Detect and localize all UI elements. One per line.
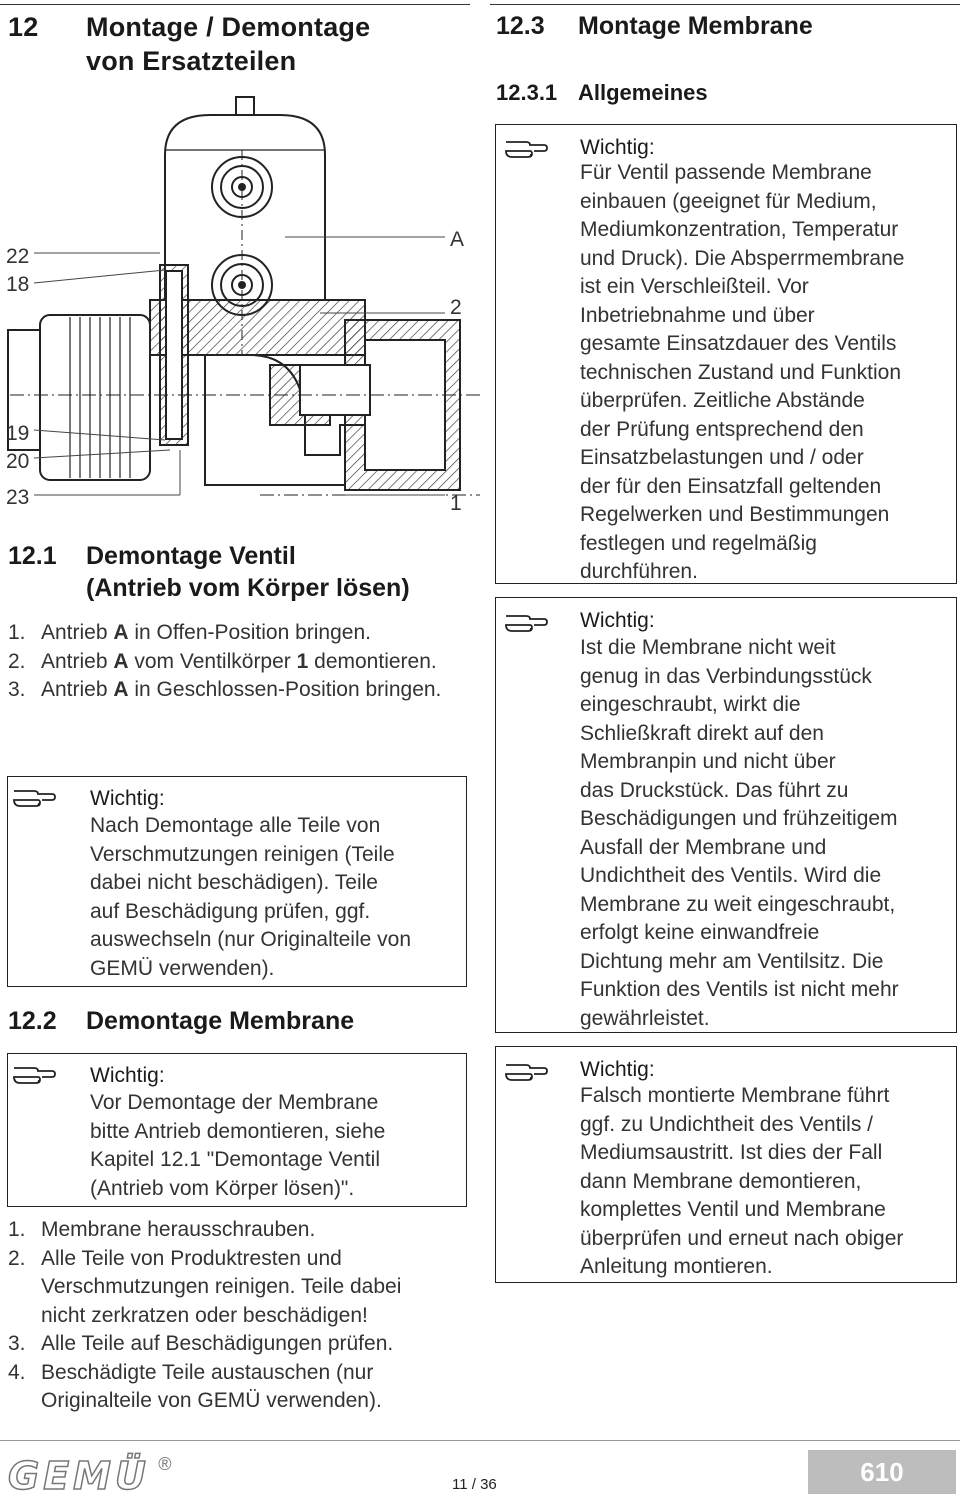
- step-text: Beschädigte Teile austauschen (nur: [41, 1360, 374, 1384]
- figure-label-A: A: [450, 228, 465, 251]
- note-text: [90, 812, 411, 983]
- note-line: bitte Antrieb demontieren, siehe: [90, 1119, 386, 1143]
- step-text: Antrieb: [41, 678, 114, 701]
- figure-label-19: 19: [6, 422, 30, 445]
- figure-label-2: 2: [450, 296, 462, 319]
- section-number: 12: [8, 12, 39, 42]
- registered-mark: ®: [158, 1454, 172, 1474]
- step-number: 2.: [8, 649, 26, 673]
- list-item: [8, 619, 458, 648]
- steps-list-2: [8, 1216, 468, 1416]
- note-line: ist ein Verschleißteil. Vor: [580, 275, 809, 298]
- note-box-2: [7, 1053, 467, 1207]
- note-line: erfolgt keine einwandfreie: [580, 921, 820, 944]
- steps-list-1: [8, 619, 458, 705]
- note-line: auswechseln (nur Originalteile von: [90, 928, 411, 951]
- subsection-number: 12.3: [496, 12, 545, 40]
- figure-label-22: 22: [6, 245, 30, 268]
- step-number: 1.: [8, 621, 26, 644]
- note-line: genug in das Verbindungsstück: [580, 664, 872, 688]
- note-line: Inbetriebnahme und über: [580, 303, 815, 327]
- step-text: demontieren.: [308, 649, 437, 673]
- note-line: GEMÜ verwenden).: [90, 956, 275, 980]
- note-line: Für Ventil passende Membrane: [580, 161, 872, 184]
- note-text: [580, 159, 904, 587]
- step-number: 4.: [8, 1360, 26, 1384]
- step-number: 3.: [8, 1332, 26, 1355]
- note-line: und Druck). Die Absperrmembrane: [580, 246, 905, 270]
- page-number: 11 / 36: [452, 1476, 497, 1493]
- note-line: ggf. zu Undichtheit des Ventils /: [580, 1112, 874, 1136]
- step-ref: A: [113, 678, 129, 701]
- note-line: auf Beschädigung prüfen, ggf.: [90, 899, 371, 923]
- note-line: Ausfall der Membrane und: [580, 835, 827, 859]
- step-ref: A: [113, 621, 129, 644]
- subsection-title-line2: (Antrieb vom Körper lösen): [86, 574, 410, 602]
- list-item: [8, 1359, 468, 1416]
- step-text: Originalteile von GEMÜ verwenden).: [41, 1389, 382, 1412]
- note-line: Kapitel 12.1 "Demontage Ventil: [90, 1148, 380, 1171]
- step-number: 3.: [8, 678, 26, 701]
- subsubsection-title: Allgemeines: [578, 80, 708, 105]
- note-line: (Antrieb vom Körper lösen)".: [90, 1176, 355, 1200]
- note-line: Verschmutzungen reinigen (Teile: [90, 842, 395, 866]
- note-line: gesamte Einsatzdauer des Ventils: [580, 332, 897, 355]
- note-line: der Prüfung entsprechend den: [580, 417, 864, 441]
- step-number: 2.: [8, 1246, 26, 1270]
- note-line: durchführen.: [580, 560, 698, 583]
- note-title: Wichtig:: [90, 1064, 165, 1087]
- figure-label-20: 20: [6, 450, 30, 473]
- note-line: einbauen (geeignet für Medium,: [580, 189, 877, 213]
- figure-label-18: 18: [6, 273, 30, 296]
- step-text: Alle Teile auf Beschädigungen prüfen.: [41, 1332, 394, 1355]
- top-rule-left: [0, 4, 470, 5]
- step-text: nicht zerkratzen oder beschädigen!: [41, 1303, 368, 1327]
- note-line: überprüfen. Zeitliche Abstände: [580, 389, 865, 412]
- note-line: komplettes Ventil und Membrane: [580, 1198, 886, 1221]
- note-line: gewährleistet.: [580, 1006, 710, 1030]
- note-line: Ist die Membrane nicht weit: [580, 636, 836, 659]
- subsection-title-line1: Demontage Ventil: [86, 542, 296, 570]
- note-line: Falsch montierte Membrane führt: [580, 1084, 890, 1107]
- document-number-badge: 610: [808, 1450, 956, 1494]
- note-box-3: [495, 124, 957, 584]
- note-line: der für den Einsatzfall geltenden: [580, 474, 882, 498]
- footer-rule: [0, 1440, 960, 1441]
- note-line: Regelwerken und Bestimmungen: [580, 503, 890, 526]
- note-line: Funktion des Ventils ist nicht mehr: [580, 978, 899, 1001]
- note-text: [580, 634, 899, 1033]
- list-item: [8, 1216, 468, 1245]
- step-text: vom Ventilkörper: [128, 649, 297, 673]
- note-line: Membranpin und nicht über: [580, 750, 836, 773]
- note-line: eingeschraubt, wirkt die: [580, 693, 801, 716]
- note-box-5: [495, 1046, 957, 1283]
- note-line: Mediumkonzentration, Temperatur: [580, 218, 899, 241]
- list-item: [8, 648, 458, 677]
- list-item: [8, 1245, 468, 1331]
- subsection-title: Demontage Membrane: [86, 1007, 355, 1035]
- section-title-line1: Montage / Demontage: [86, 12, 371, 42]
- note-title: Wichtig:: [580, 136, 655, 159]
- subsection-number: 12.1: [8, 542, 57, 570]
- section-title-line2: von Ersatzteilen: [86, 46, 297, 76]
- note-line: dann Membrane demontieren,: [580, 1169, 862, 1193]
- subsubsection-number: 12.3.1: [496, 80, 558, 105]
- figure-label-1: 1: [450, 492, 462, 515]
- step-number: 1.: [8, 1218, 26, 1241]
- note-line: Nach Demontage alle Teile von: [90, 814, 381, 837]
- logo-text: GEMÜ: [8, 1454, 150, 1498]
- subsection-title: Montage Membrane: [578, 12, 813, 40]
- list-item: [8, 1330, 468, 1359]
- note-line: Membrane zu weit eingeschraubt,: [580, 892, 896, 916]
- note-text: [580, 1082, 903, 1282]
- figure-label-23: 23: [6, 486, 30, 509]
- step-text: Antrieb: [41, 649, 114, 673]
- note-line: dabei nicht beschädigen). Teile: [90, 871, 378, 894]
- note-title: Wichtig:: [90, 787, 165, 810]
- top-rule-right: [490, 4, 960, 5]
- step-text: Membrane herausschrauben.: [41, 1218, 316, 1241]
- note-line: das Druckstück. Das führt zu: [580, 778, 849, 802]
- step-ref: 1: [296, 649, 309, 673]
- step-text: Alle Teile von Produktresten und: [41, 1246, 342, 1270]
- list-item: [8, 676, 458, 705]
- note-line: Dichtung mehr am Ventilsitz. Die: [580, 949, 884, 973]
- step-text: in Geschlossen-Position bringen.: [128, 678, 442, 701]
- note-title: Wichtig:: [580, 609, 655, 632]
- note-line: Undichtheit des Ventils. Wird die: [580, 864, 882, 887]
- valve-figure: [0, 95, 480, 520]
- note-line: überprüfen und erneut nach obiger: [580, 1226, 904, 1250]
- note-line: technischen Zustand und Funktion: [580, 360, 902, 384]
- note-line: Mediumsaustritt. Ist dies der Fall: [580, 1141, 883, 1164]
- note-box-1: [7, 776, 467, 987]
- note-line: festlegen und regelmäßig: [580, 531, 817, 555]
- note-box-4: [495, 597, 957, 1033]
- valve-drawing: [0, 95, 480, 520]
- note-line: Beschädigungen und frühzeitigem: [580, 807, 898, 830]
- note-title: Wichtig:: [580, 1058, 655, 1081]
- gemu-logo: [8, 1454, 172, 1498]
- note-line: Schließkraft direkt auf den: [580, 721, 824, 745]
- subsection-number: 12.2: [8, 1007, 57, 1035]
- step-text: in Offen-Position bringen.: [128, 621, 371, 644]
- note-line: Einsatzbelastungen und / oder: [580, 446, 864, 469]
- step-text: Antrieb: [41, 621, 114, 644]
- note-text: [90, 1089, 385, 1203]
- note-line: Anleitung montieren.: [580, 1255, 773, 1278]
- step-ref: A: [113, 649, 129, 673]
- note-line: Vor Demontage der Membrane: [90, 1091, 379, 1114]
- step-text: Verschmutzungen reinigen. Teile dabei: [41, 1275, 402, 1298]
